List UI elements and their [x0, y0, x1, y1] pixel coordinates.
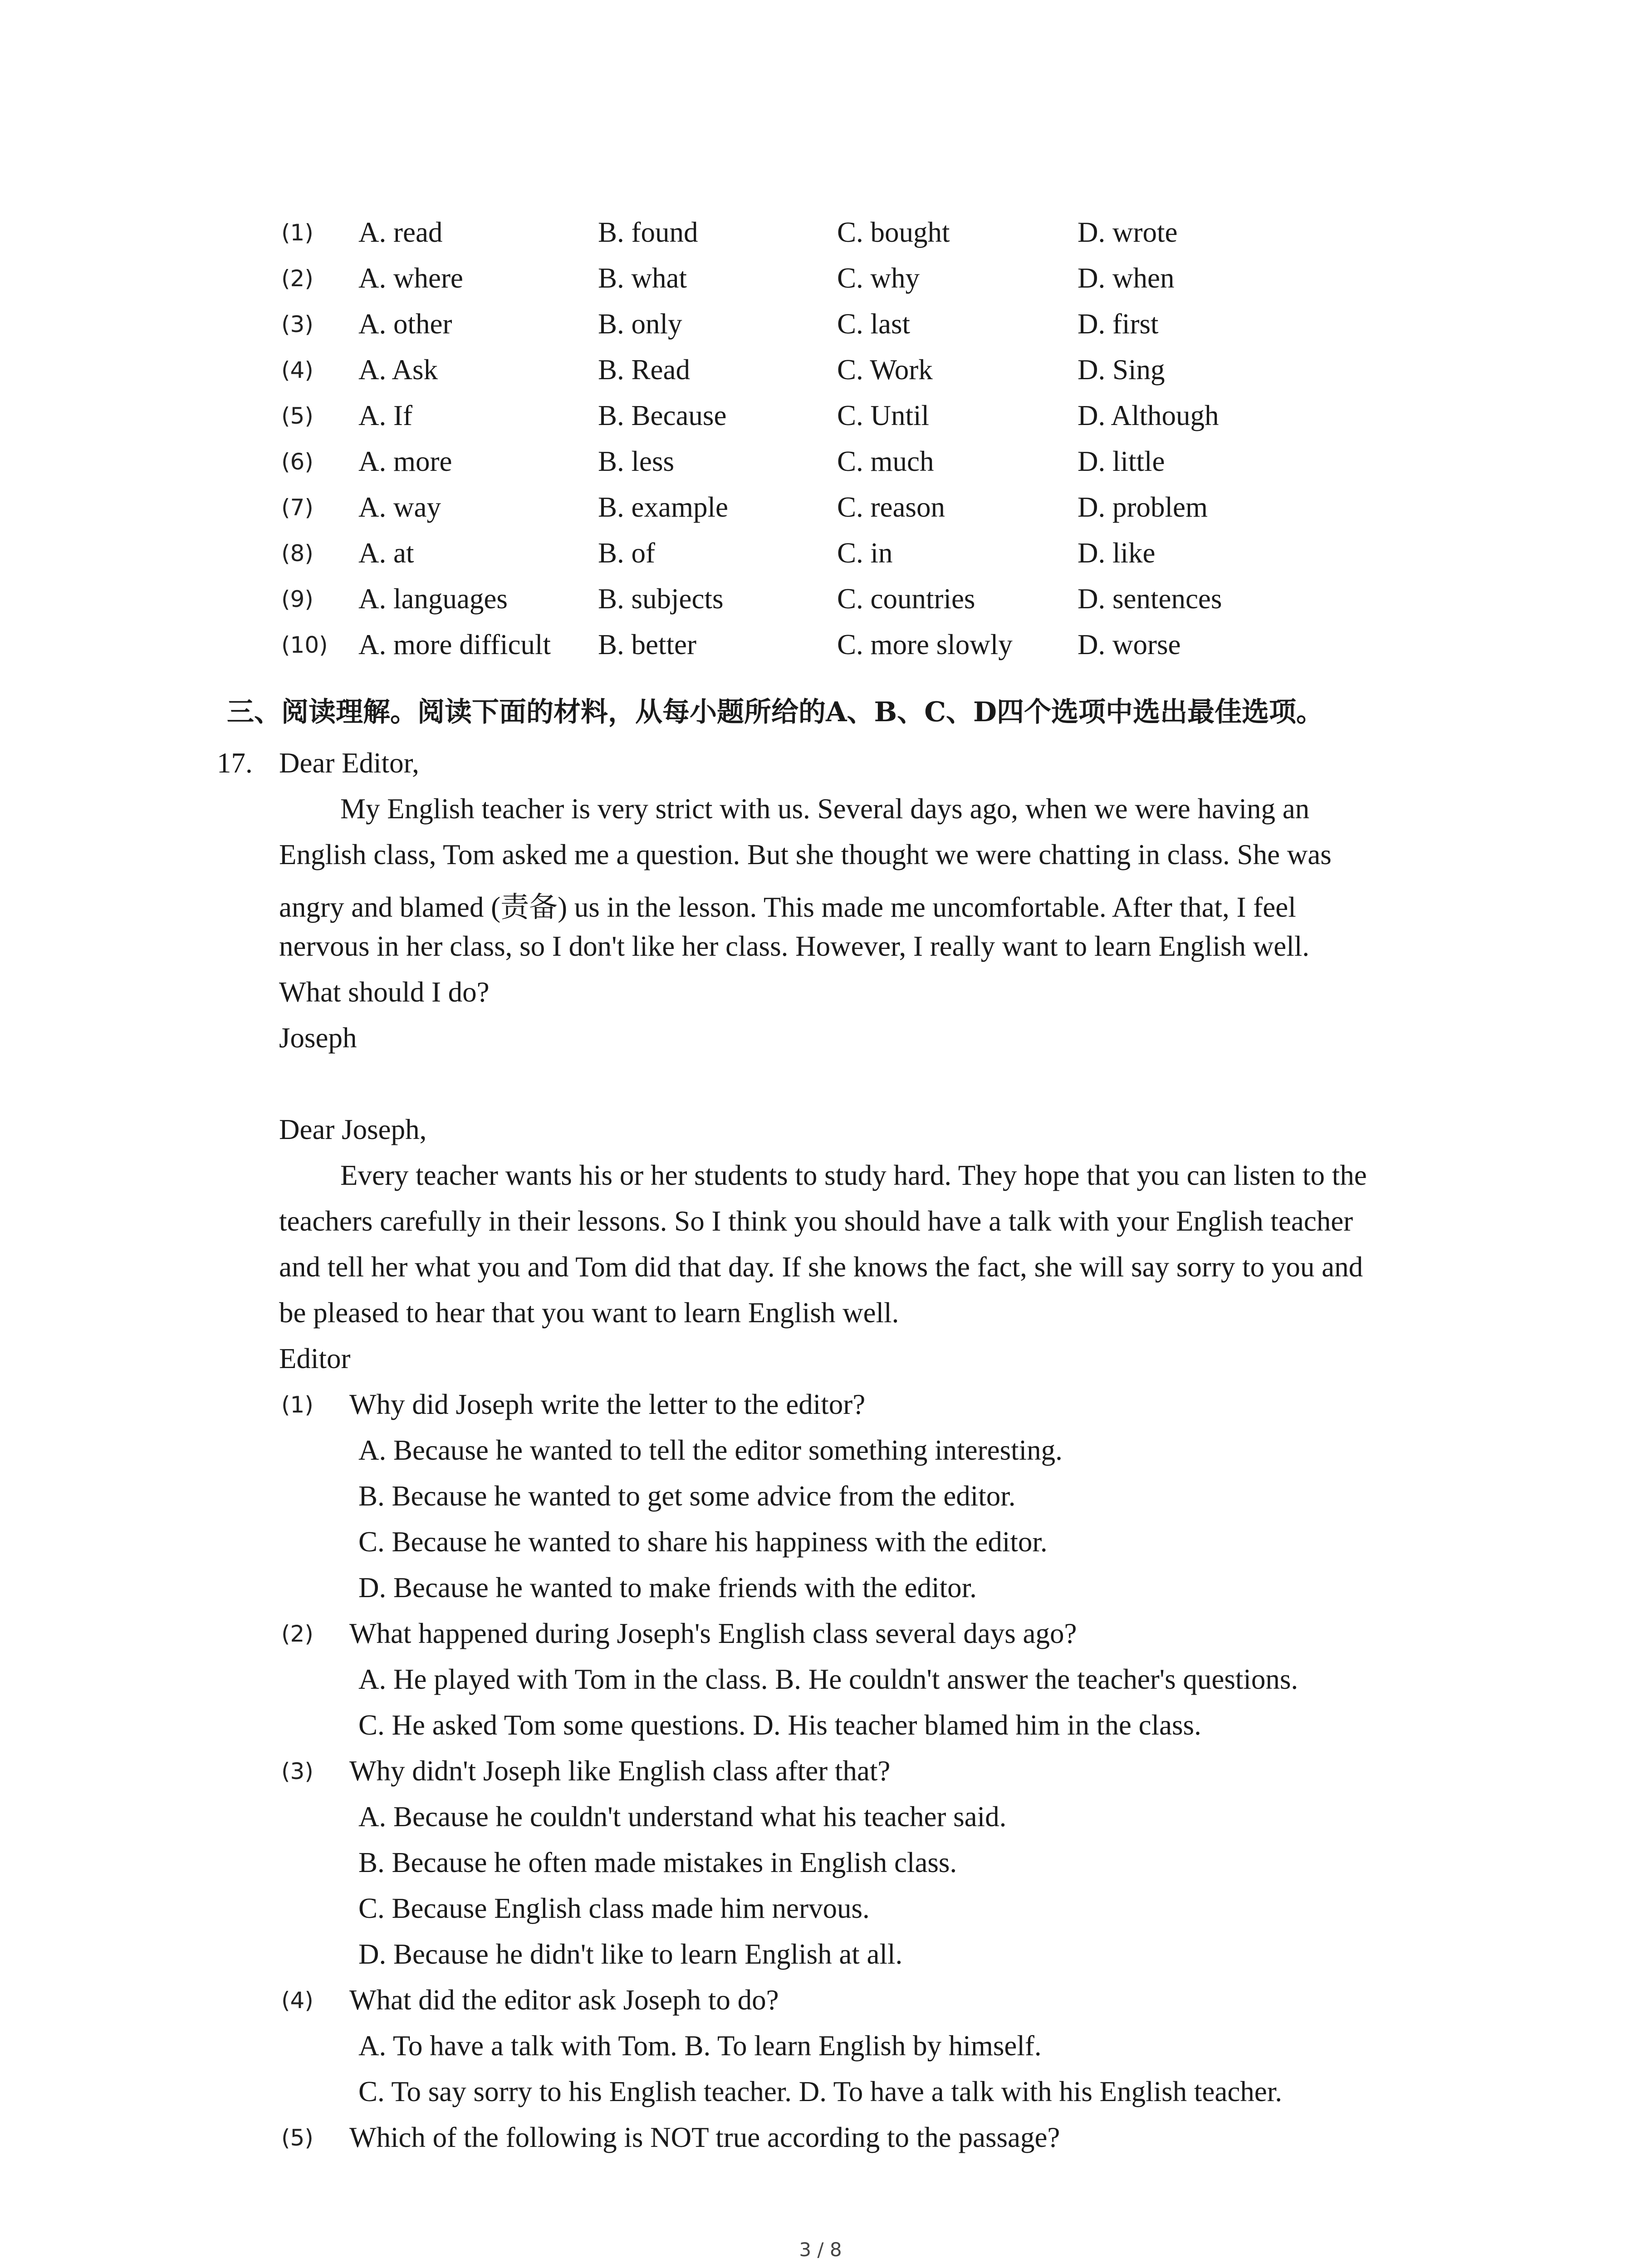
cloze-row [0, 580, 1641, 625]
question-number: (1) [281, 220, 314, 246]
page-number: 3 / 8 [799, 2239, 842, 2261]
option-b: B. subjects [598, 583, 724, 615]
option-c: C. more slowly [837, 629, 1013, 660]
option-d: D. first [1078, 308, 1159, 340]
question-number: (2) [281, 265, 314, 292]
question-stem: Which of the following is NOT true according to the passage? [349, 2121, 1060, 2153]
option-a: A. read [358, 216, 443, 248]
answer-option: B. Because he often made mistakes in English class. [358, 1847, 957, 1878]
letter-signature: Joseph [279, 1022, 357, 1054]
option-a: A. more [358, 445, 452, 477]
answer-option: C. He asked Tom some questions. D. His teacher blamed him in the class. [358, 1709, 1201, 1741]
cloze-row [0, 442, 1641, 488]
option-c: C. last [837, 308, 911, 340]
letter-line: Every teacher wants his or her students to study hard. They hope that you can listen to the [340, 1159, 1367, 1191]
option-d: D. little [1078, 445, 1165, 477]
option-a: A. at [358, 537, 414, 569]
option-d: D. problem [1078, 491, 1208, 523]
option-c: C. reason [837, 491, 945, 523]
letter-greeting: Dear Editor, [279, 747, 419, 779]
cloze-row [0, 488, 1641, 533]
answer-option: A. To have a talk with Tom. B. To learn English by himself. [358, 2030, 1042, 2062]
option-d: D. like [1078, 537, 1156, 569]
question-number: (8) [281, 540, 314, 567]
letter-line: What should I do? [279, 976, 490, 1008]
option-b: B. Because [598, 400, 727, 431]
answer-option: C. Because he wanted to share his happiness with the editor. [358, 1526, 1048, 1558]
question-number: (10) [281, 632, 328, 658]
letter-signature: Editor [279, 1343, 351, 1374]
option-d: D. Sing [1078, 354, 1165, 386]
option-b: B. of [598, 537, 655, 569]
question-number: (5) [281, 403, 314, 429]
option-c: C. countries [837, 583, 975, 615]
option-d: D. worse [1078, 629, 1181, 660]
option-a: A. more difficult [358, 629, 551, 660]
question-number: (3) [281, 1758, 314, 1784]
option-d: D. Although [1078, 400, 1219, 431]
question-number: (1) [281, 1392, 314, 1418]
cloze-row [0, 396, 1641, 442]
letter-line: be pleased to hear that you want to learn English well. [279, 1297, 899, 1329]
option-b: B. better [598, 629, 696, 660]
option-a: A. languages [358, 583, 508, 615]
option-d: D. wrote [1078, 216, 1178, 248]
cloze-row [0, 534, 1641, 579]
letter-line: angry and blamed (责备) us in the lesson. This made me uncomfortable. After that, I feel [279, 891, 1296, 923]
question-number: (3) [281, 311, 314, 337]
option-b: B. example [598, 491, 728, 523]
answer-option: A. Because he wanted to tell the editor something interesting. [358, 1434, 1063, 1466]
letter-line: My English teacher is very strict with us. Several days ago, when we were having an [340, 793, 1310, 825]
answer-option: D. Because he didn't like to learn English at all. [358, 1938, 903, 1970]
letter-line: teachers carefully in their lessons. So I think you should have a talk with your English teacher [279, 1205, 1353, 1237]
option-a: A. If [358, 400, 412, 431]
option-d: D. when [1078, 262, 1175, 294]
question-number: (9) [281, 586, 314, 612]
letter-greeting: Dear Joseph, [279, 1114, 427, 1145]
letter-line: English class, Tom asked me a question. But she thought we were chatting in class. She was [279, 839, 1332, 870]
option-a: A. other [358, 308, 452, 340]
cloze-row [0, 213, 1641, 259]
question-number: (4) [281, 357, 314, 383]
passage-number: 17. [217, 747, 253, 779]
question-stem: Why did Joseph write the letter to the editor? [349, 1388, 866, 1420]
option-a: A. way [358, 491, 441, 523]
question-number: (4) [281, 1987, 314, 2014]
letter-line: nervous in her class, so I don't like her class. However, I really want to learn English well. [279, 930, 1309, 962]
option-b: B. only [598, 308, 682, 340]
cloze-row [0, 626, 1641, 671]
cloze-row [0, 351, 1641, 396]
option-d: D. sentences [1078, 583, 1222, 615]
option-b: B. found [598, 216, 698, 248]
option-b: B. less [598, 445, 675, 477]
option-c: C. bought [837, 216, 950, 248]
option-c: C. much [837, 445, 934, 477]
answer-option: A. Because he couldn't understand what his teacher said. [358, 1801, 1007, 1833]
option-b: B. what [598, 262, 687, 294]
question-stem: What happened during Joseph's English class several days ago? [349, 1618, 1077, 1649]
option-c: C. in [837, 537, 893, 569]
answer-option: D. Because he wanted to make friends with the editor. [358, 1572, 977, 1603]
option-c: C. why [837, 262, 920, 294]
cloze-row [0, 259, 1641, 304]
option-a: A. Ask [358, 354, 438, 386]
option-c: C. Until [837, 400, 930, 431]
question-number: (2) [281, 1621, 314, 1647]
answer-option: C. To say sorry to his English teacher. D. To have a talk with his English teacher. [358, 2076, 1282, 2107]
letter-line: and tell her what you and Tom did that day. If she knows the fact, she will say sorry to you and [279, 1251, 1363, 1283]
question-number: (7) [281, 494, 314, 521]
question-number: (5) [281, 2125, 314, 2151]
question-stem: What did the editor ask Joseph to do? [349, 1984, 779, 2016]
option-c: C. Work [837, 354, 933, 386]
answer-option: B. Because he wanted to get some advice from the editor. [358, 1480, 1016, 1512]
option-b: B. Read [598, 354, 690, 386]
answer-option: C. Because English class made him nervous. [358, 1892, 870, 1924]
question-number: (6) [281, 449, 314, 475]
section-heading: 三、阅读理解。阅读下面的材料，从每小题所给的A、B、C、D四个选项中选出最佳选项。 [227, 696, 1324, 728]
question-stem: Why didn't Joseph like English class after that? [349, 1755, 891, 1787]
option-a: A. where [358, 262, 463, 294]
cloze-row [0, 305, 1641, 350]
answer-option: A. He played with Tom in the class. B. He couldn't answer the teacher's questions. [358, 1663, 1298, 1695]
